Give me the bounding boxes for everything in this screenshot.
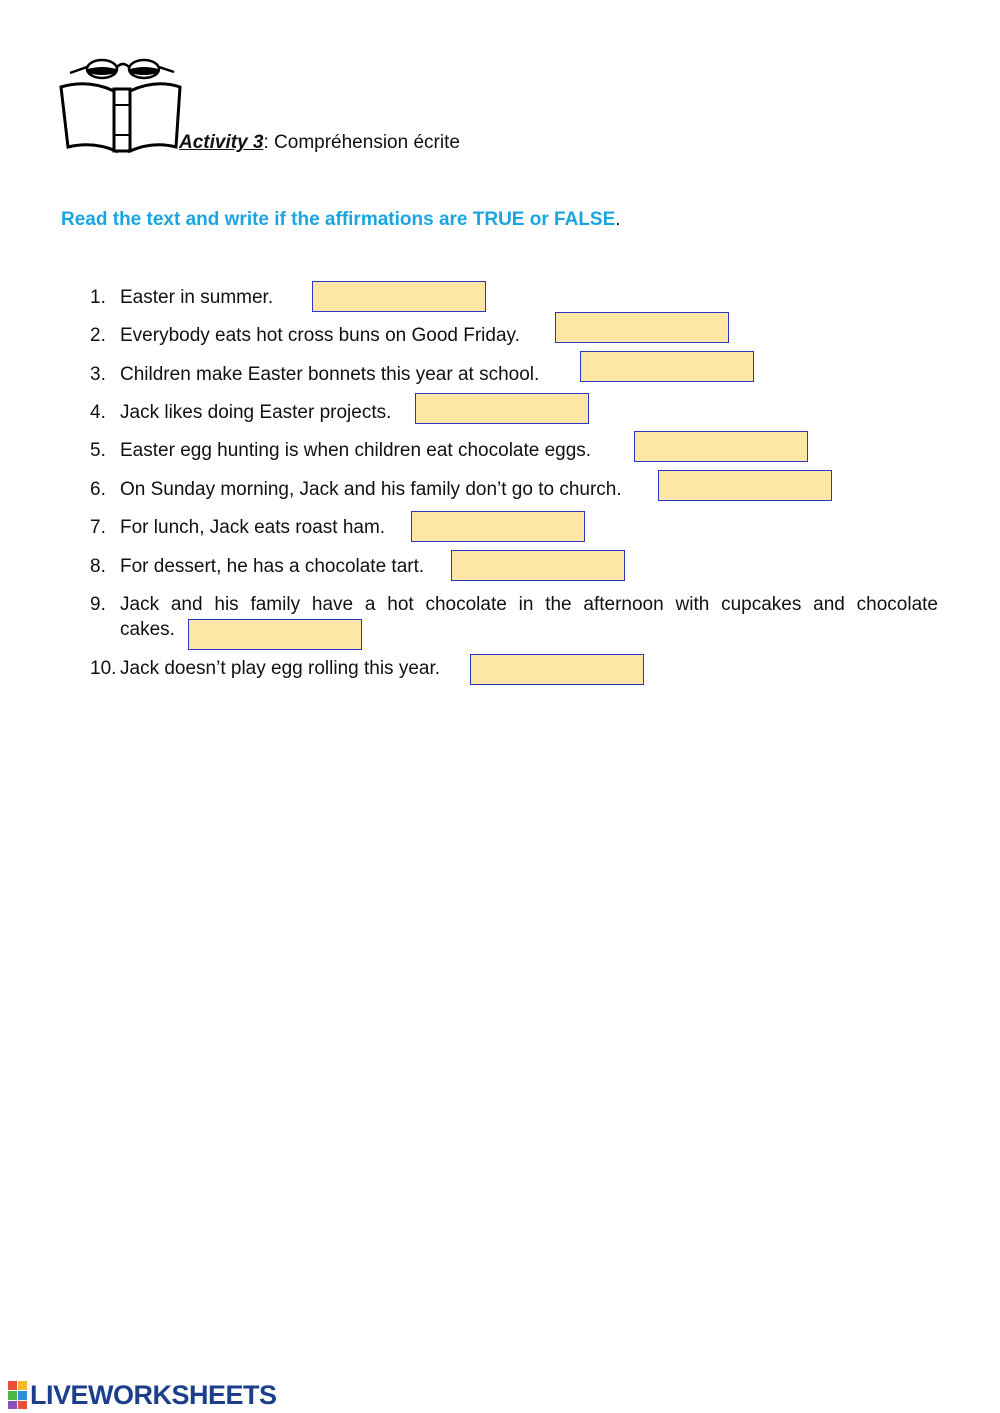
instruction-main: Read the text and write if the affirmations are TRUE or FALSE [61,209,616,230]
question-number: 10. [90,658,117,679]
answer-box-8[interactable] [451,550,625,581]
liveworksheets-logo [8,1380,277,1410]
answer-box-3[interactable] [580,351,754,382]
activity-heading [179,131,460,155]
question-number: 3. [90,364,106,385]
answer-box-5[interactable] [634,431,808,462]
question-number: 1. [90,287,106,308]
question-text: For dessert, he has a chocolate tart. [120,556,425,577]
question-text: Everybody eats hot cross buns on Good Friday. [120,325,520,346]
answer-box-2[interactable] [555,312,729,343]
question-text: Jack and his family have a hot chocolate in the afternoon with cupcakes and chocolate [120,594,938,615]
question-number: 6. [90,479,106,500]
question-text: Jack doesn’t play egg rolling this year. [120,658,441,679]
logo-blocks-icon [8,1381,28,1409]
answer-box-6[interactable] [658,470,832,501]
question-text: Jack likes doing Easter projects. [120,402,392,423]
question-text: Children make Easter bonnets this year at school. [120,364,540,385]
activity-label: Activity 3 [179,132,264,153]
instruction-period: . [615,209,621,230]
question-text: Easter in summer. [120,287,274,308]
question-text: On Sunday morning, Jack and his family don’t go to church. [120,479,622,500]
answer-box-10[interactable] [470,654,644,685]
question-number: 2. [90,325,106,346]
answer-box-4[interactable] [415,393,589,424]
reading-book-icon [58,55,184,155]
question-text-continued: cakes. [120,619,175,640]
question-number: 8. [90,556,106,577]
brand-name: LIVEWORKSHEETS [30,1380,277,1410]
answer-box-7[interactable] [411,511,585,542]
question-number: 7. [90,517,106,538]
question-number: 9. [90,594,106,615]
instruction-text [61,208,621,232]
activity-suffix: : Compréhension écrite [263,132,460,153]
answer-box-1[interactable] [312,281,486,312]
question-text: Easter egg hunting is when children eat chocolate eggs. [120,440,592,461]
question-text: For lunch, Jack eats roast ham. [120,517,386,538]
answer-box-9[interactable] [188,619,362,650]
question-number: 5. [90,440,106,461]
question-number: 4. [90,402,106,423]
